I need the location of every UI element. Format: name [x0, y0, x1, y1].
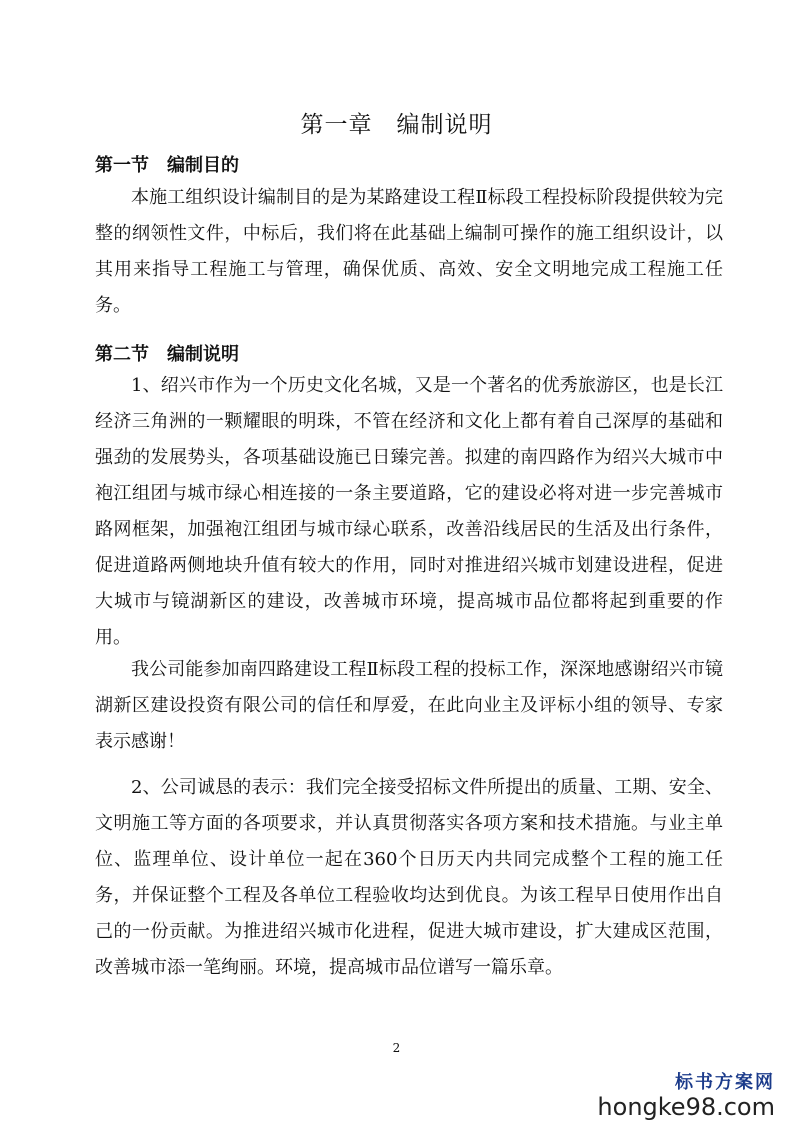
paragraph-purpose: 本施工组织设计编制目的是为某路建设工程Ⅱ标段工程投标阶段提供较为完整的纲领性文件，中标后，我们将在此基础上编制可操作的施工组织设计，以其用来指导工程施工与管理，确保优质、高效、安全文明地完成工程施工任务。 — [95, 187, 723, 316]
page-number: 2 — [392, 1041, 401, 1055]
watermark-title: 标书方案网 — [675, 1072, 775, 1093]
chapter-title: 第一章 编制说明 — [300, 112, 493, 138]
paragraph-commitment: 2、公司诚恳的表示：我们完全接受招标文件所提出的质量、工期、安全、文明施工等方面的各项要求，并认真贯彻落实各项方案和技术措施。与业主单位、监理单位、设计单位一起在360个日历天内共同完成整个工程的施工任务，并保证整个工程及各单位工程验收均达到优良。为该工程早日使用作出自己的一份贡献。为推进绍兴城市化进程，促进大城市建设，扩大建成区范围，改善城市添一笔绚丽。环境，提高城市品位谱写一篇乐章。 — [95, 777, 723, 978]
section-heading-purpose: 第一节 编制目的 — [95, 155, 239, 176]
section-heading-description: 第二节 编制说明 — [95, 344, 239, 365]
watermark-url: hongke98.com — [597, 1093, 775, 1121]
paragraph-city-background: 1、绍兴市作为一个历史文化名城，又是一个著名的优秀旅游区，也是长江经济三角洲的一颗耀眼的明珠，不管在经济和文化上都有着自己深厚的基础和强劲的发展势头，各项基础设施已日臻完善。拟建的南四路作为绍兴大城市中袍江组团与城市绿心相连接的一条主要道路，它的建设必将对进一步完善城市路网框架，加强袍江组团与城市绿心联系，改善沿线居民的生活及出行条件，促进道路两侧地块升值有较大的作用，同时对推进绍兴城市划建设进程，促进大城市与镜湖新区的建设，改善城市环境，提高城市品位都将起到重要的作用。 — [95, 375, 723, 648]
watermark — [597, 1068, 775, 1120]
paragraph-gratitude: 我公司能参加南四路建设工程Ⅱ标段工程的投标工作，深深地感谢绍兴市镜湖新区建设投资有限公司的信任和厚爱，在此向业主及评标小组的领导、专家表示感谢！ — [95, 659, 723, 752]
